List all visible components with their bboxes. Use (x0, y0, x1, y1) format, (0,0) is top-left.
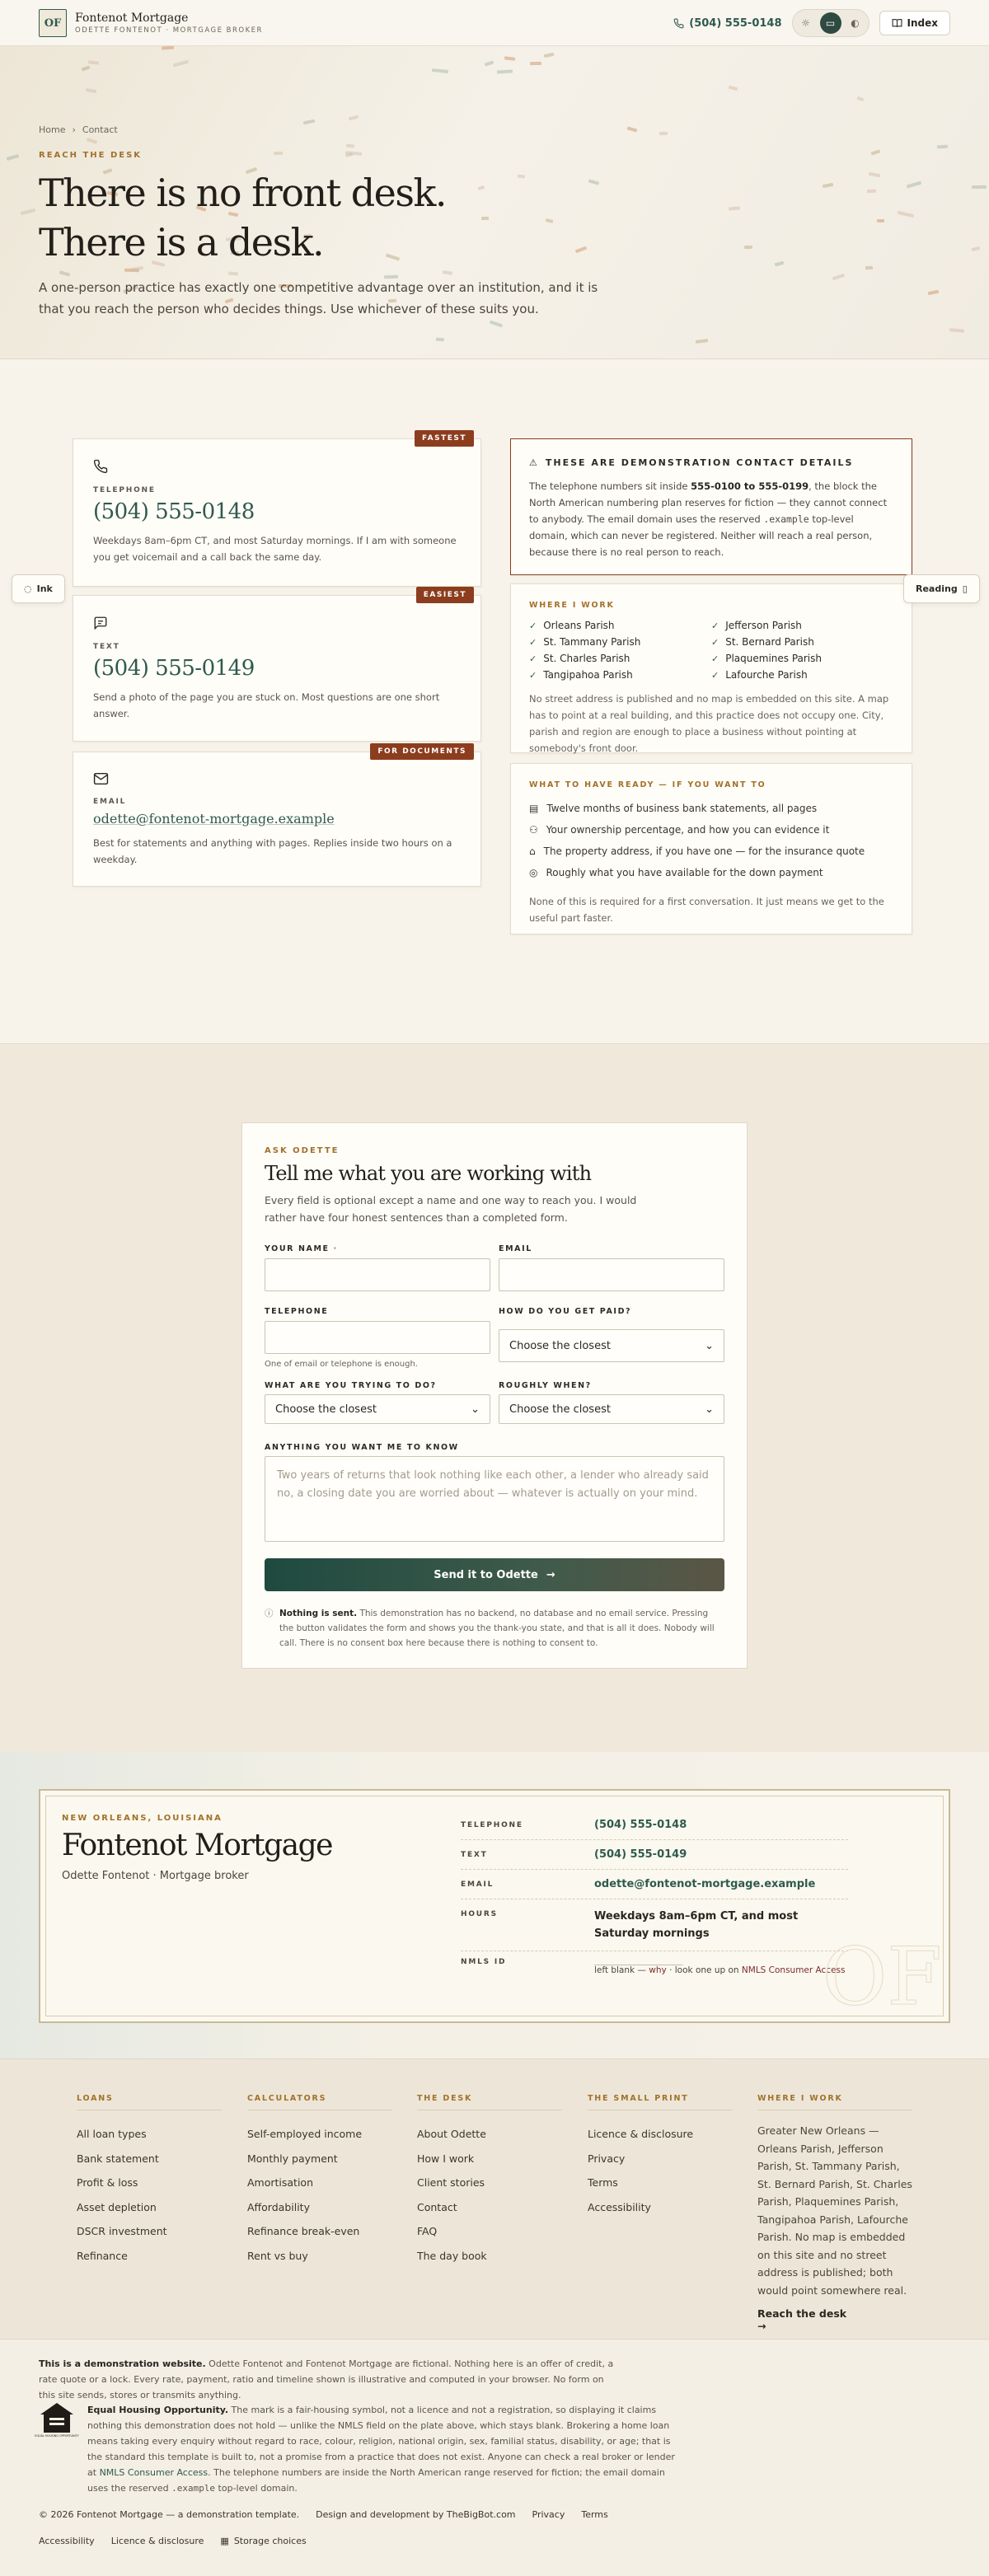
paid-select-value: Choose the closest (509, 1339, 611, 1352)
ask-form (241, 1122, 748, 1669)
list-item (529, 841, 893, 862)
phone-hint: One of email or telephone is enough. (265, 1360, 418, 1369)
footer-link[interactable]: Privacy (588, 2152, 626, 2165)
parish-name: Plaquemines Parish (725, 653, 823, 664)
telephone-label: TELEPHONE (93, 486, 156, 494)
brand-name: Fontenot Mortgage (75, 11, 189, 25)
ready-item-3: The property address, if you have one — for the insurance quote (543, 845, 865, 857)
when-label: ROUGHLY WHEN? (499, 1381, 592, 1390)
check-icon: ✓ (529, 636, 537, 648)
mail-icon (93, 772, 461, 789)
badge-for-documents: FOR DOCUMENTS (370, 743, 474, 760)
paid-select[interactable] (499, 1329, 724, 1362)
ready-item-4: Roughly what you have available for the down payment (546, 867, 823, 878)
demo-notice-text (529, 478, 893, 560)
index-button[interactable] (879, 11, 950, 35)
equal-housing-logo-text: EQUAL HOUSING OPPORTUNITY (35, 2434, 79, 2438)
document-icon: ▤ (529, 803, 539, 814)
ready-list (529, 798, 893, 883)
book-icon (892, 18, 902, 28)
footer-link[interactable]: Affordability (247, 2200, 310, 2213)
brand-home-link[interactable] (39, 9, 263, 37)
name-label-text: YOUR NAME (265, 1244, 330, 1253)
email-input[interactable] (499, 1258, 724, 1291)
send-button[interactable] (265, 1558, 724, 1591)
contact-card-text[interactable] (73, 591, 481, 742)
demo-disclaimer-bold: This is a demonstration website. (39, 2358, 206, 2369)
where-note: No street address is published and no map is embedded on this site. A map has to point at a real building, and this practice does not occupy one. City, parish and region are enough to place a business without pointing at somebody's front door. (529, 693, 889, 754)
telephone-input[interactable] (265, 1321, 490, 1354)
equal-housing-icon (35, 2401, 79, 2438)
parish-item (711, 636, 893, 648)
business-card-section (0, 1752, 989, 2058)
footer-heading: THE DESK (417, 2094, 562, 2110)
confetti-piece (7, 154, 20, 161)
list-item (529, 798, 893, 819)
equal-housing-text (87, 2402, 681, 2496)
plate-value-link[interactable]: (504) 555-0148 (594, 1819, 687, 1831)
plate-key: TEXT (461, 1851, 488, 1859)
privacy-link[interactable]: Privacy (532, 2509, 565, 2520)
list-item (529, 819, 893, 841)
plate-value: Weekdays 8am–6pm CT, and most Saturday mornings (594, 1910, 799, 1940)
parish-item (529, 669, 711, 681)
coins-icon: ◎ (529, 867, 538, 878)
footer-link[interactable]: About Odette (417, 2128, 486, 2140)
message-icon (93, 616, 461, 635)
parish-name: St. Charles Parish (543, 653, 630, 664)
footer-col-calculators (247, 2094, 392, 2268)
demo-text-1: The telephone numbers sit inside (529, 480, 691, 492)
name-input[interactable] (265, 1258, 490, 1291)
badge-fastest: FASTEST (415, 430, 474, 447)
disclaimer-text: This demonstration has no backend, no database and no email service. Pressing the button validates the form and shows you the thank-you state, and that is all it does. Nobody will call. There is no consent box here because there is nothing to consent to. (279, 1609, 715, 1648)
confetti-piece (971, 246, 979, 251)
nmls-note: left blank — (594, 1965, 649, 1975)
licence-link[interactable]: Licence & disclosure (110, 2536, 204, 2546)
footer-link[interactable]: The day book (417, 2249, 487, 2262)
where-i-work-heading: WHERE I WORK (529, 601, 615, 610)
storage-icon: ▦ (220, 2536, 229, 2546)
disclaimer-bold: Nothing is sent. (279, 1609, 358, 1618)
chevron-down-icon: ⌄ (705, 1403, 714, 1416)
footer-bottom-row-1 (39, 2509, 608, 2520)
brand-tagline: ODETTE FONTENOT · MORTGAGE BROKER (75, 26, 263, 35)
info-icon: ⓘ (265, 1609, 274, 1618)
footer-heading: WHERE I WORK (757, 2094, 912, 2110)
plate-row-email (461, 1878, 848, 1899)
plate-business-name: Fontenot Mortgage (62, 1829, 332, 1862)
name-label (265, 1244, 338, 1253)
paid-label: HOW DO YOU GET PAID? (499, 1307, 632, 1316)
footer-where-text: Greater New Orleans — Orleans Parish, Jefferson Parish, St. Tammany Parish, St. Bernard Parish, St. Charles Parish, Plaquemines Parish, Tangipahoa Parish, Lafourche Parish. No map is embedded on this site and no street address is published; both would point somewhere real. (757, 2124, 912, 2297)
reading-tab-label: Reading (916, 583, 958, 594)
check-icon: ✓ (711, 653, 719, 664)
email-label: EMAIL (93, 798, 127, 806)
chevron-down-icon: ⌄ (471, 1403, 480, 1416)
demo-disclaimer (39, 2356, 616, 2403)
doing-select[interactable] (265, 1394, 490, 1424)
page-title-line-1: There is no front desk. (39, 171, 446, 215)
ask-form-section (0, 1043, 989, 1752)
email-field-label: EMAIL (499, 1244, 532, 1253)
chevron-down-icon: ⌄ (705, 1339, 714, 1352)
plate-row-hours (461, 1908, 848, 1951)
parish-item (529, 620, 711, 631)
form-title: Tell me what you are working with (265, 1162, 592, 1185)
footer-link[interactable]: Amortisation (247, 2176, 314, 2189)
business-plate (39, 1789, 950, 2023)
warning-icon: ⚠ (529, 457, 539, 468)
demo-notice-heading: THESE ARE DEMONSTRATION CONTACT DETAILS (545, 457, 854, 468)
footer-link[interactable]: All loan types (77, 2128, 147, 2140)
footer-link[interactable]: Contact (417, 2200, 457, 2213)
plate-row-text (461, 1848, 848, 1870)
reach-the-desk-link[interactable] (757, 2307, 912, 2332)
telephone-number[interactable]: (504) 555-0148 (93, 499, 255, 524)
footer-heading: CALCULATORS (247, 2094, 392, 2110)
text-note: Send a photo of the page you are stuck on. Most questions are one short answer. (93, 691, 440, 719)
reach-the-desk-label: Reach the desk (757, 2307, 847, 2320)
check-icon: ✓ (529, 620, 537, 631)
page-title (39, 168, 616, 267)
contact-card-email[interactable] (73, 747, 481, 887)
demo-text-range: 555-0100 to 555-0199 (691, 480, 809, 492)
footer-bottom-row-2 (39, 2536, 307, 2546)
plate-key: TELEPHONE (461, 1821, 523, 1829)
footer-link[interactable]: FAQ (417, 2225, 438, 2237)
breadcrumb-home[interactable]: Home (39, 124, 66, 135)
plate-key: EMAIL (461, 1880, 494, 1889)
phone-icon (93, 459, 461, 478)
demo-text-code: .example (763, 513, 809, 525)
footer-link[interactable]: Rent vs buy (247, 2249, 308, 2262)
ink-tab-label: Ink (36, 583, 53, 594)
footer-link[interactable]: Monthly payment (247, 2152, 338, 2165)
footer-link[interactable]: Profit & loss (77, 2176, 138, 2189)
parish-item (711, 669, 893, 681)
message-textarea[interactable]: Two years of returns that look nothing like each other, a lender who already said no, a closing date you are worried about — whatever is actually on your mind. (265, 1456, 724, 1542)
breadcrumb (39, 124, 118, 135)
footer-link[interactable]: Terms (588, 2176, 618, 2189)
ready-heading: WHAT TO HAVE READY — IF YOU WANT TO (529, 780, 766, 789)
footer-heading: LOANS (77, 2094, 222, 2110)
footer-link[interactable]: Accessibility (588, 2200, 651, 2213)
terms-link[interactable]: Terms (581, 2509, 608, 2520)
confetti-piece (21, 208, 35, 215)
text-label: TEXT (93, 643, 120, 651)
ehl-text-2: . The telephone numbers are inside the North American range reserved for fiction; the email domain uses the reserved (87, 2467, 665, 2494)
email-note: Best for statements and anything with pages. Replies inside two hours on a weekday. (93, 837, 452, 865)
footer-link[interactable]: Self-employed income (247, 2128, 363, 2140)
footer-link[interactable]: DSCR investment (77, 2225, 167, 2237)
footer-link[interactable]: Bank statement (77, 2152, 159, 2165)
parish-name: St. Tammany Parish (543, 636, 641, 648)
required-mark: · (333, 1244, 338, 1253)
nmls-note-mid: · look one up on (666, 1965, 742, 1975)
form-intro: Every field is optional except a name and one way to reach you. I would rather have four honest sentences than a completed form. (265, 1194, 637, 1224)
telephone-note: Weekdays 8am–6pm CT, and most Saturday mornings. If I am with someone you get voicemail and a call back the same day. (93, 535, 457, 563)
footer-link[interactable]: Asset depletion (77, 2200, 157, 2213)
list-item (529, 862, 893, 883)
plate-key: NMLS ID (461, 1958, 507, 1966)
footer-link[interactable]: Client stories (417, 2176, 485, 2189)
nmls-why-link[interactable]: why (649, 1965, 667, 1975)
ready-note: None of this is required for a first conversation. It just means we get to the useful part faster. (529, 896, 884, 924)
house-icon: ⌂ (529, 845, 536, 857)
footer-link[interactable]: Refinance break-even (247, 2225, 360, 2237)
ehl-text-1: The mark is a fair-housing symbol, not a licence and not a registration, so displaying it claims nothing this demonstration does not hold — unlike the NMLS field on the plate above, which stays blank. Brokering a home loan means taking every enquiry without regard to race, colour, religion, national origin, sex, familial status, disability, or age; that is the standard this template is built to, not a promise from a practice that does not exist. Anyone can check a real broker or lender at (87, 2405, 675, 2478)
parish-list (529, 620, 893, 681)
hero-eyebrow: REACH THE DESK (39, 151, 143, 160)
footer-col-desk (417, 2094, 562, 2268)
site-header (0, 0, 989, 46)
phone-field-label: TELEPHONE (265, 1307, 329, 1316)
plate-subtitle: Odette Fontenot · Mortgage broker (62, 1870, 249, 1882)
parish-item (711, 620, 893, 631)
confetti-piece (972, 185, 987, 189)
plate-value-link[interactable]: (504) 555-0149 (594, 1848, 687, 1861)
design-credit-link[interactable]: Design and development by TheBigBot.com (316, 2509, 516, 2520)
footer-link[interactable]: How I work (417, 2152, 475, 2165)
copyright: © 2026 Fontenot Mortgage — a demonstration template. (39, 2509, 300, 2520)
plate-watermark-logo: OF (822, 1931, 942, 2023)
parish-name: Lafourche Parish (725, 669, 808, 681)
demo-notice-title (529, 457, 893, 468)
where-i-work-card (510, 583, 912, 753)
parish-name: Orleans Parish (543, 620, 615, 631)
parish-item (529, 636, 711, 648)
footer-col-small-print (588, 2094, 733, 2219)
phone-icon (673, 18, 684, 29)
index-label: Index (907, 17, 938, 29)
demo-text-2: , the block the North American numbering plan reserves for fiction — they cannot connect to anybody. The email domain uses the reserved (529, 480, 888, 525)
plate-row-telephone (461, 1819, 848, 1840)
when-select[interactable] (499, 1394, 724, 1424)
hero-section (0, 46, 989, 359)
form-eyebrow: ASK ODETTE (265, 1146, 340, 1155)
breadcrumb-current: Contact (82, 124, 118, 135)
ehl-nmls-link[interactable]: NMLS Consumer Access (99, 2467, 209, 2478)
parish-item (711, 653, 893, 664)
page-title-line-2: There is a desk. (39, 220, 324, 265)
brand-logo-icon: OF (39, 9, 67, 37)
parish-name: Tangipahoa Parish (543, 669, 633, 681)
send-button-label: Send it to Odette (434, 1568, 538, 1581)
ink-drop-icon: ◌ (24, 583, 32, 594)
header-phone-text: (504) 555-0148 (689, 16, 782, 30)
arrow-right-icon: → (546, 1568, 555, 1581)
message-label: ANYTHING YOU WANT ME TO KNOW (265, 1443, 459, 1452)
ink-tab[interactable] (12, 574, 65, 603)
footer-link[interactable]: Refinance (77, 2249, 128, 2262)
ready-item-2: Your ownership percentage, and how you can evidence it (546, 824, 830, 836)
when-select-value: Choose the closest (509, 1403, 611, 1416)
arrow-right-icon: → (757, 2320, 766, 2332)
plate-eyebrow: NEW ORLEANS, LOUISIANA (62, 1814, 223, 1823)
sun-icon[interactable]: ☼ (801, 17, 810, 29)
breadcrumb-separator-icon: › (72, 124, 76, 135)
reading-panel-icon: ▯ (962, 583, 968, 594)
plate-key: HOURS (461, 1910, 498, 1918)
email-address[interactable]: odette@fontenot-mortgage.example (93, 811, 335, 827)
accessibility-link[interactable]: Accessibility (39, 2536, 95, 2546)
check-icon: ✓ (711, 636, 719, 648)
form-disclaimer (265, 1606, 724, 1651)
what-to-have-ready-card (510, 763, 912, 934)
nmls-consumer-access-link[interactable]: NMLS Consumer Access (741, 1965, 846, 1975)
ehl-text-3: top-level domain. (215, 2483, 298, 2494)
header-phone-link[interactable] (673, 17, 781, 30)
parish-name: St. Bernard Parish (725, 636, 814, 648)
reading-tab[interactable] (903, 574, 980, 603)
footer-link[interactable]: Licence & disclosure (588, 2128, 694, 2140)
hero-lead: A one-person practice has exactly one competitive advantage over an institution, and it is that you reach the person who decides things. Use whichever of these suits you. (39, 280, 598, 316)
ehl-code: .example (171, 2483, 216, 2494)
contact-section (0, 359, 989, 1043)
demo-disclaimer-text: Odette Fontenot and Fontenot Mortgage are fictional. Nothing here is an offer of credit, a rate quote or a lock. Every rate, payment, ratio and timeline shown is illustrative and computed in your browser. No form on this site sends, stores or transmits anything. (39, 2358, 614, 2400)
check-icon: ✓ (529, 669, 537, 681)
storage-choices-label: Storage choices (233, 2536, 307, 2546)
check-icon: ✓ (711, 669, 719, 681)
parish-item (529, 653, 711, 664)
parish-name: Jefferson Parish (725, 620, 802, 631)
demo-text-3: top-level domain, which can never be registered. Neither will reach a real person, because there is no real person to reach. (529, 513, 873, 558)
text-number[interactable]: (504) 555-0149 (93, 656, 255, 681)
plate-value-link[interactable]: odette@fontenot-mortgage.example (594, 1878, 816, 1890)
person-icon: ⚇ (529, 824, 538, 836)
check-icon: ✓ (711, 620, 719, 631)
contact-card-telephone[interactable] (73, 434, 481, 587)
demo-notice-card (510, 438, 912, 575)
legal-section (0, 2339, 989, 2576)
ehl-bold: Equal Housing Opportunity. (87, 2405, 229, 2415)
check-icon: ✓ (529, 653, 537, 664)
footer-col-loans (77, 2094, 222, 2268)
doing-label: WHAT ARE YOU TRYING TO DO? (265, 1381, 437, 1390)
footer-col-where (757, 2094, 912, 2332)
plate-row-nmls (461, 1955, 848, 1984)
monitor-icon[interactable]: ▭ (820, 12, 841, 34)
doing-select-value: Choose the closest (275, 1403, 377, 1416)
site-footer (0, 2058, 989, 2339)
badge-easiest: EASIEST (416, 587, 474, 603)
ready-item-1: Twelve months of business bank statements, all pages (546, 803, 818, 814)
nmls-blank-line: ____________________ (594, 1955, 682, 1965)
theme-switcher (792, 9, 869, 37)
moon-icon[interactable]: ◐ (851, 17, 860, 29)
footer-heading: THE SMALL PRINT (588, 2094, 733, 2110)
storage-choices-button[interactable] (220, 2536, 306, 2546)
confetti-piece (949, 328, 965, 333)
